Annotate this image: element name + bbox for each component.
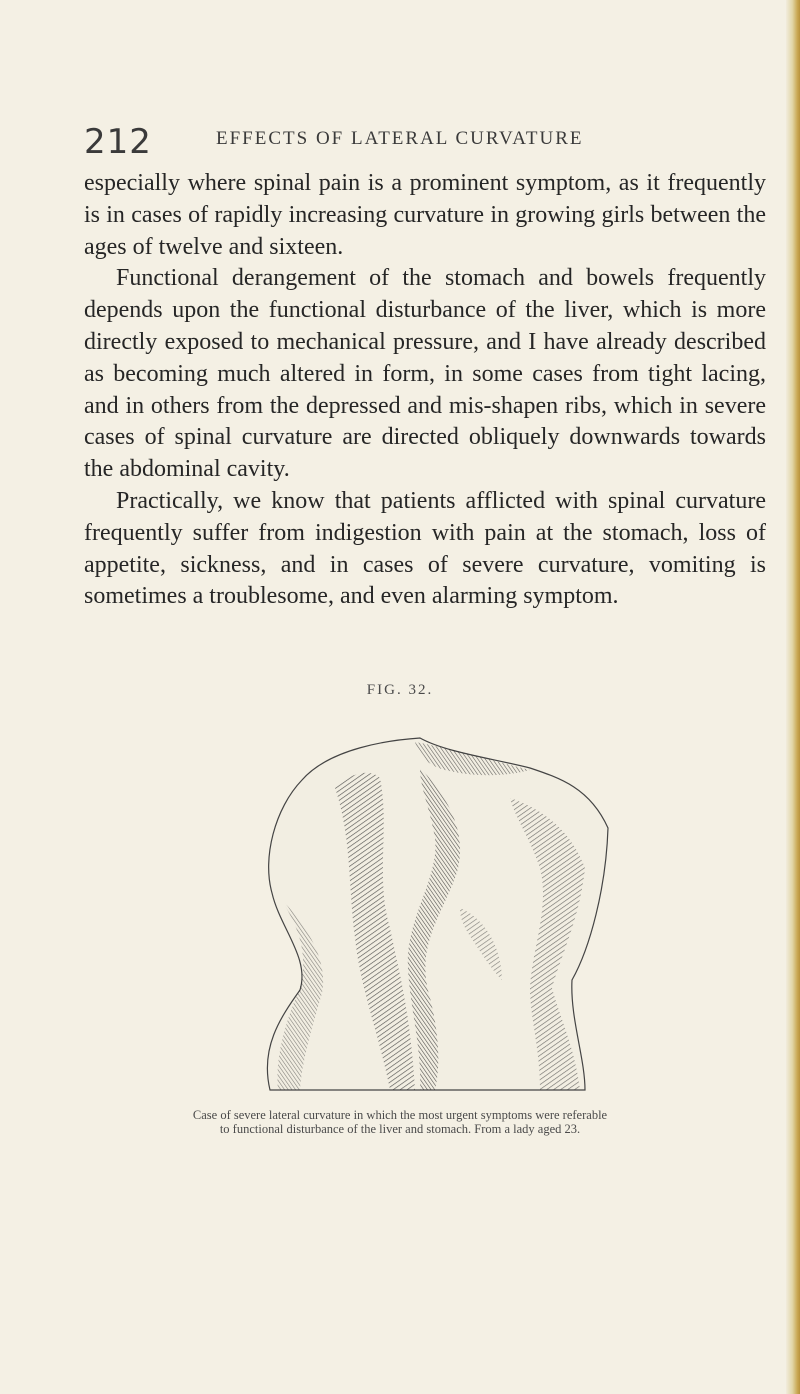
figure-label: FIG. 32. (366, 682, 434, 698)
paragraph-2: Functional derangement of the stomach and bowels frequently depends upon the functional disturbance of the liver, which is more directly exposed to mechanical pressure, and I have already described as becoming much altered in form, in some cases from tight lacing, and in others from the depressed and mis-shapen ribs, which in severe cases of spinal curvature are directed obliquely downwards towards the abdominal cavity. (84, 265, 766, 483)
running-title: EFFECTS OF LATERAL CURVATURE (216, 128, 584, 149)
torso-illustration (240, 718, 610, 1098)
body-text (84, 168, 766, 613)
paragraph-3: Practically, we know that patients afflicted with spinal curvature frequently suffer from indigestion with pain at the stomach, loss of appetite, sickness, and in cases of severe curvature, vomiting is sometimes a troublesome, and even alarming symptom. (84, 487, 766, 610)
page-number: 212 (84, 122, 152, 162)
figure-caption (0, 1108, 800, 1136)
caption-line-2: to functional disturbance of the liver and stomach. From a lady aged 23. (219, 1122, 581, 1136)
paragraph-1: especially where spinal pain is a prominent symptom, as it frequently is in cases of rapidly increasing curvature in growing girls between the ages of twelve and sixteen. (84, 170, 766, 260)
caption-line-1: Case of severe lateral curvature in which the most urgent symptoms were referable (192, 1108, 608, 1122)
